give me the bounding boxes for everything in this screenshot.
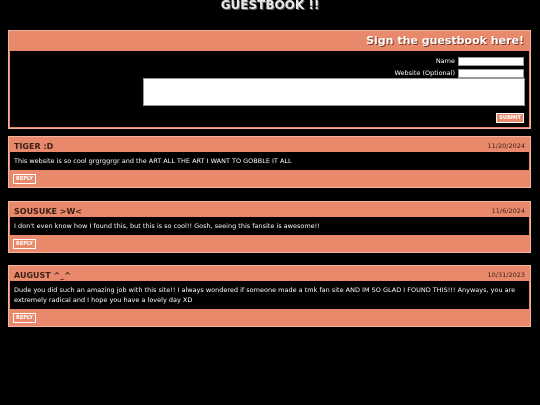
- entry-message: I don't even know how I found this, but this is so cool!! Gosh, seeing this fansite is awesome!!: [10, 217, 529, 235]
- entry-author: AUGUST ^_^: [14, 271, 71, 280]
- name-row: [436, 56, 524, 66]
- guestbook-entry: [8, 136, 531, 188]
- entry-footer: [9, 235, 530, 252]
- guestbook-entry: [8, 201, 531, 253]
- reply-button[interactable]: REPLY: [13, 313, 36, 323]
- website-label: Website (Optional): [394, 69, 455, 77]
- entry-header: [9, 202, 530, 217]
- entry-author: TIGER :D: [14, 142, 54, 151]
- entry-author: SOUSUKE >W<: [14, 207, 82, 216]
- website-input[interactable]: [458, 69, 524, 78]
- entry-footer: [9, 309, 530, 326]
- entry-date: 11/20/2024: [487, 142, 525, 150]
- form-body: [10, 51, 529, 127]
- reply-button[interactable]: REPLY: [13, 174, 36, 184]
- sign-guestbook-form: [8, 30, 531, 129]
- entry-footer: [9, 170, 530, 187]
- entry-date: 11/6/2024: [491, 207, 525, 215]
- name-label: Name: [435, 57, 455, 65]
- reply-button[interactable]: REPLY: [13, 239, 36, 249]
- form-heading: Sign the guestbook here!: [366, 34, 524, 47]
- entry-header: [9, 266, 530, 281]
- page-title: GUESTBOOK !!: [220, 0, 320, 12]
- submit-button[interactable]: SUBMIT: [496, 113, 524, 123]
- entry-date: 10/31/2023: [487, 271, 525, 279]
- entry-header: [9, 137, 530, 152]
- message-textarea[interactable]: [143, 78, 525, 106]
- name-input[interactable]: [458, 57, 524, 66]
- website-row: [394, 68, 524, 78]
- guestbook-entry: [8, 265, 531, 327]
- entry-message: Dude you did such an amazing job with this site!! I always wondered if someone made a tmk fan site AND IM SO GLAD I FOUND THIS!!! Anyways, you are extremely radical and I hope you have a lovely day XD: [10, 281, 529, 309]
- entry-message: This website is so cool grgrggrgr and the ART ALL THE ART I WANT TO GOBBLE IT ALL: [10, 152, 529, 170]
